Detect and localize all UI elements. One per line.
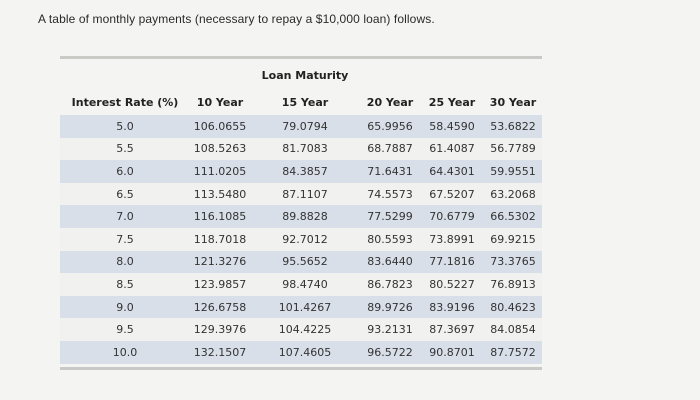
payment-table-container xyxy=(60,56,542,370)
payment-cell: 92.7012 xyxy=(250,228,360,251)
table-row xyxy=(60,160,542,183)
payment-cell: 87.1107 xyxy=(250,183,360,206)
payment-cell: 101.4267 xyxy=(250,296,360,319)
payment-cell: 87.7572 xyxy=(484,341,542,364)
payment-cell: 89.9726 xyxy=(360,296,420,319)
interest-rate-cell: 7.0 xyxy=(60,205,190,228)
payment-cell: 93.2131 xyxy=(360,318,420,341)
payment-cell: 77.1816 xyxy=(420,251,484,274)
payment-cell: 73.3765 xyxy=(484,251,542,274)
payment-cell: 71.6431 xyxy=(360,160,420,183)
table-row xyxy=(60,251,542,274)
payment-cell: 68.7887 xyxy=(360,138,420,161)
payment-cell: 106.0655 xyxy=(190,115,250,138)
table-row xyxy=(60,228,542,251)
payment-cell: 79.0794 xyxy=(250,115,360,138)
table-row xyxy=(60,296,542,319)
payment-cell: 132.1507 xyxy=(190,341,250,364)
payment-cell: 67.5207 xyxy=(420,183,484,206)
column-header-interest-rate: Interest Rate (%) xyxy=(71,95,179,109)
column-header-10-year: 10 Year xyxy=(196,95,244,109)
interest-rate-cell: 7.5 xyxy=(60,228,190,251)
table-row xyxy=(60,183,542,206)
payment-cell: 87.3697 xyxy=(420,318,484,341)
payment-cell: 107.4605 xyxy=(250,341,360,364)
payment-cell: 118.7018 xyxy=(190,228,250,251)
interest-rate-cell: 6.0 xyxy=(60,160,190,183)
interest-rate-cell: 5.5 xyxy=(60,138,190,161)
payment-cell: 64.4301 xyxy=(420,160,484,183)
payment-cell: 80.4623 xyxy=(484,296,542,319)
payment-cell: 126.6758 xyxy=(190,296,250,319)
payment-cell: 76.8913 xyxy=(484,273,542,296)
table-row xyxy=(60,273,542,296)
payment-cell: 73.8991 xyxy=(420,228,484,251)
payment-cell: 80.5593 xyxy=(360,228,420,251)
column-header-20-year: 20 Year xyxy=(366,95,414,109)
payment-cell: 65.9956 xyxy=(360,115,420,138)
payment-cell: 63.2068 xyxy=(484,183,542,206)
payment-cell: 58.4590 xyxy=(420,115,484,138)
payment-cell: 70.6779 xyxy=(420,205,484,228)
payment-cell: 95.5652 xyxy=(250,251,360,274)
payment-cell: 61.4087 xyxy=(420,138,484,161)
payment-cell: 83.6440 xyxy=(360,251,420,274)
payment-cell: 123.9857 xyxy=(190,273,250,296)
payment-cell: 83.9196 xyxy=(420,296,484,319)
payment-cell: 53.6822 xyxy=(484,115,542,138)
interest-rate-cell: 9.5 xyxy=(60,318,190,341)
table-row xyxy=(60,138,542,161)
interest-rate-cell: 9.0 xyxy=(60,296,190,319)
monthly-payment-table xyxy=(60,69,542,364)
payment-cell: 81.7083 xyxy=(250,138,360,161)
interest-rate-cell: 10.0 xyxy=(60,341,190,364)
payment-cell: 108.5263 xyxy=(190,138,250,161)
loan-maturity-header: Loan Maturity xyxy=(261,69,349,82)
column-header-15-year: 15 Year xyxy=(281,95,329,109)
payment-cell: 69.9215 xyxy=(484,228,542,251)
table-row xyxy=(60,318,542,341)
payment-cell: 129.3976 xyxy=(190,318,250,341)
interest-rate-cell: 8.5 xyxy=(60,273,190,296)
payment-cell: 90.8701 xyxy=(420,341,484,364)
payment-cell: 77.5299 xyxy=(360,205,420,228)
payment-cell: 56.7789 xyxy=(484,138,542,161)
payment-cell: 96.5722 xyxy=(360,341,420,364)
table-top-rule xyxy=(60,56,542,59)
column-header-30-year: 30 Year xyxy=(489,95,537,109)
payment-cell: 104.4225 xyxy=(250,318,360,341)
table-row xyxy=(60,115,542,138)
payment-cell: 80.5227 xyxy=(420,273,484,296)
payment-cell: 66.5302 xyxy=(484,205,542,228)
payment-cell: 84.0854 xyxy=(484,318,542,341)
payment-cell: 86.7823 xyxy=(360,273,420,296)
payment-cell: 89.8828 xyxy=(250,205,360,228)
table-row xyxy=(60,205,542,228)
interest-rate-cell: 6.5 xyxy=(60,183,190,206)
problem-caption: A table of monthly payments (necessary to repay a $10,000 loan) follows. xyxy=(38,12,435,26)
interest-rate-cell: 8.0 xyxy=(60,251,190,274)
payment-cell: 74.5573 xyxy=(360,183,420,206)
payment-cell: 84.3857 xyxy=(250,160,360,183)
payment-cell: 59.9551 xyxy=(484,160,542,183)
payment-cell: 111.0205 xyxy=(190,160,250,183)
column-header-25-year: 25 Year xyxy=(428,95,476,109)
table-row xyxy=(60,341,542,364)
payment-cell: 116.1085 xyxy=(190,205,250,228)
interest-rate-cell: 5.0 xyxy=(60,115,190,138)
payment-cell: 121.3276 xyxy=(190,251,250,274)
payment-cell: 98.4740 xyxy=(250,273,360,296)
table-bottom-rule xyxy=(60,367,542,370)
payment-cell: 113.5480 xyxy=(190,183,250,206)
